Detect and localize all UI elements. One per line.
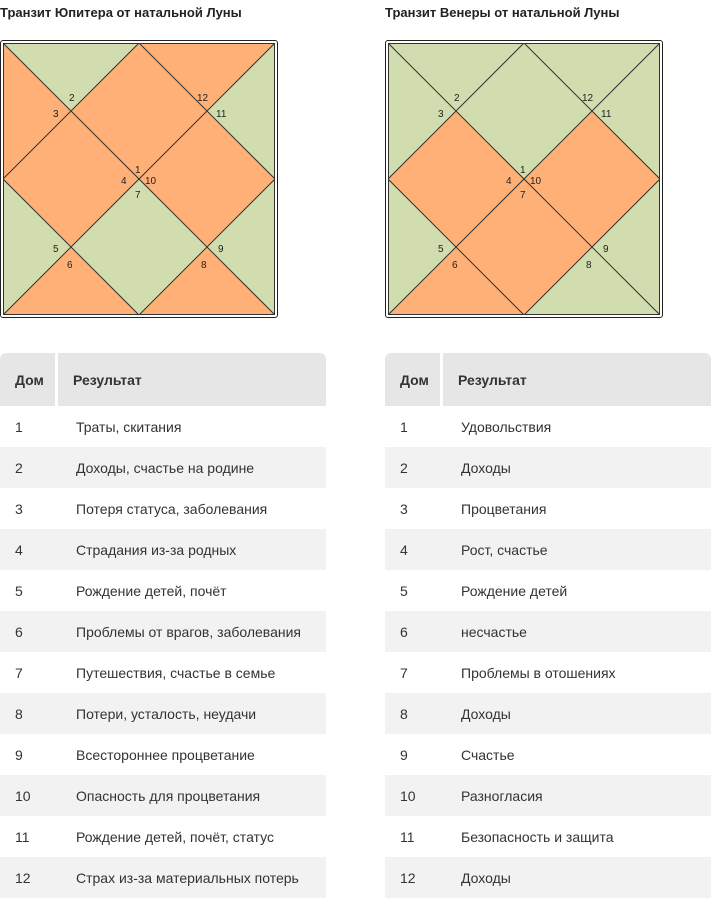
house-number-cell: 9 bbox=[400, 746, 408, 763]
house-label-9: 9 bbox=[218, 244, 224, 255]
chart-title: Транзит Венеры от натальной Луны bbox=[385, 5, 620, 20]
jupiter-table bbox=[0, 353, 326, 898]
house-label-1: 1 bbox=[520, 165, 526, 176]
house-number-cell: 6 bbox=[15, 623, 23, 640]
house-label-9: 9 bbox=[603, 244, 609, 255]
table-row bbox=[385, 734, 711, 775]
table-row bbox=[0, 693, 326, 734]
result-cell: Доходы bbox=[461, 459, 511, 476]
house-number-cell: 10 bbox=[400, 787, 416, 804]
result-cell: Процветания bbox=[461, 500, 547, 517]
house-label-5: 5 bbox=[438, 244, 444, 255]
result-cell: Рост, счастье bbox=[461, 541, 548, 558]
house-number-cell: 5 bbox=[15, 582, 23, 599]
house-number-cell: 8 bbox=[400, 705, 408, 722]
result-cell: Рождение детей, почёт, статус bbox=[76, 828, 274, 845]
table-row bbox=[0, 857, 326, 898]
table-row bbox=[385, 529, 711, 570]
result-cell: Страх из-за материальных потерь bbox=[76, 869, 299, 886]
header-result: Результат bbox=[458, 371, 527, 388]
result-cell: Проблемы от врагов, заболевания bbox=[76, 623, 302, 640]
house-number-cell: 2 bbox=[15, 459, 23, 476]
house-label-3: 3 bbox=[53, 109, 59, 120]
table-row bbox=[385, 570, 711, 611]
house-label-7: 7 bbox=[135, 190, 141, 201]
table-header bbox=[385, 353, 711, 406]
venus-chart bbox=[385, 40, 663, 318]
result-cell: Опасность для процветания bbox=[76, 787, 261, 804]
house-label-8: 8 bbox=[586, 260, 592, 271]
table-row bbox=[0, 734, 326, 775]
house-number-cell: 7 bbox=[15, 664, 23, 681]
table-row bbox=[0, 406, 326, 447]
header-house: Дом bbox=[385, 353, 443, 406]
house-label-4: 4 bbox=[121, 176, 127, 187]
table-row bbox=[385, 693, 711, 734]
jupiter-chart-svg bbox=[3, 43, 275, 315]
house-number-cell: 4 bbox=[400, 541, 408, 558]
house-number-cell: 12 bbox=[15, 869, 31, 886]
house-number-cell: 12 bbox=[400, 869, 416, 886]
result-cell: Удовольствия bbox=[461, 418, 552, 435]
house-label-5: 5 bbox=[53, 244, 59, 255]
table-row bbox=[385, 775, 711, 816]
table-body bbox=[385, 406, 711, 898]
result-cell: Проблемы в отошениях bbox=[461, 664, 616, 681]
result-cell: Потери, усталость, неудачи bbox=[76, 705, 257, 722]
house-label-7: 7 bbox=[520, 190, 526, 201]
result-cell: Доходы bbox=[461, 705, 511, 722]
house-number-cell: 3 bbox=[15, 500, 23, 517]
house-number-cell: 10 bbox=[15, 787, 31, 804]
result-cell: Разногласия bbox=[461, 787, 543, 804]
house-label-4: 4 bbox=[506, 176, 512, 187]
house-label-1: 1 bbox=[135, 165, 141, 176]
table-row bbox=[385, 406, 711, 447]
table-row bbox=[0, 570, 326, 611]
house-label-11: 11 bbox=[601, 109, 612, 120]
result-cell: Счастье bbox=[461, 746, 515, 763]
table-row bbox=[0, 775, 326, 816]
house-label-2: 2 bbox=[69, 93, 75, 104]
table-row bbox=[0, 652, 326, 693]
table-row bbox=[0, 488, 326, 529]
house-label-3: 3 bbox=[438, 109, 444, 120]
house-number-cell: 6 bbox=[400, 623, 408, 640]
table-header bbox=[0, 353, 326, 406]
table-row bbox=[385, 447, 711, 488]
table-row bbox=[0, 611, 326, 652]
table-row bbox=[0, 529, 326, 570]
venus-chart-svg bbox=[388, 43, 660, 315]
result-cell: Безопасность и защита bbox=[461, 828, 614, 845]
jupiter-chart bbox=[0, 40, 278, 318]
house-label-10: 10 bbox=[530, 176, 542, 187]
header-result: Результат bbox=[73, 371, 142, 388]
house-label-2: 2 bbox=[454, 93, 460, 104]
result-cell: Потеря статуса, заболевания bbox=[76, 500, 268, 517]
house-label-6: 6 bbox=[452, 260, 458, 271]
house-label-8: 8 bbox=[201, 260, 207, 271]
result-cell: Рождение детей, почёт bbox=[76, 582, 227, 599]
house-number-cell: 2 bbox=[400, 459, 408, 476]
house-label-10: 10 bbox=[145, 176, 157, 187]
house-number-cell: 9 bbox=[15, 746, 23, 763]
result-cell: Траты, скитания bbox=[76, 418, 182, 435]
house-number-cell: 1 bbox=[400, 418, 408, 435]
table-row bbox=[385, 611, 711, 652]
house-label-12: 12 bbox=[582, 93, 594, 104]
house-number-cell: 11 bbox=[15, 828, 30, 845]
house-label-11: 11 bbox=[216, 109, 227, 120]
table-row bbox=[385, 857, 711, 898]
result-cell: Страдания из-за родных bbox=[76, 541, 237, 558]
venus-table bbox=[385, 353, 711, 898]
chart-title: Транзит Юпитера от натальной Луны bbox=[0, 5, 242, 20]
house-label-12: 12 bbox=[197, 93, 209, 104]
house-label-6: 6 bbox=[67, 260, 73, 271]
result-cell: Доходы, счастье на родине bbox=[76, 459, 255, 476]
table-row bbox=[0, 816, 326, 857]
table-row bbox=[0, 447, 326, 488]
house-number-cell: 5 bbox=[400, 582, 408, 599]
header-house: Дом bbox=[0, 353, 58, 406]
result-cell: несчастье bbox=[461, 623, 527, 640]
result-cell: Рождение детей bbox=[461, 582, 568, 599]
house-number-cell: 7 bbox=[400, 664, 408, 681]
house-number-cell: 3 bbox=[400, 500, 408, 517]
house-number-cell: 4 bbox=[15, 541, 23, 558]
table-body bbox=[0, 406, 326, 898]
table-row bbox=[385, 652, 711, 693]
table-row bbox=[385, 816, 711, 857]
house-number-cell: 1 bbox=[15, 418, 23, 435]
result-cell: Доходы bbox=[461, 869, 511, 886]
table-row bbox=[385, 488, 711, 529]
house-number-cell: 11 bbox=[400, 828, 415, 845]
result-cell: Всестороннее процветание bbox=[76, 746, 255, 763]
result-cell: Путешествия, счастье в семье bbox=[76, 664, 276, 681]
house-number-cell: 8 bbox=[15, 705, 23, 722]
